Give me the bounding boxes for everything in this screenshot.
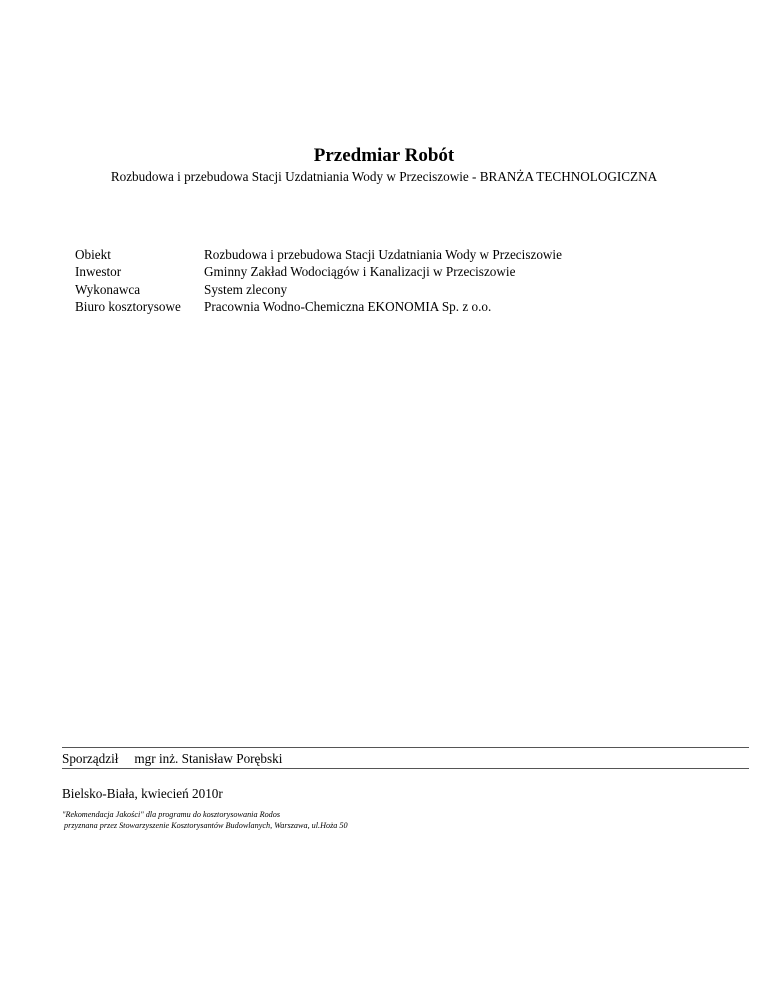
info-value: Rozbudowa i przebudowa Stacji Uzdatniania Wody w Przeciszowie — [204, 247, 562, 262]
place-date: Bielsko-Biała, kwiecień 2010r — [62, 786, 223, 801]
info-value: Gminny Zakład Wodociągów i Kanalizacji w Przeciszowie — [204, 264, 516, 280]
signature-rule-top — [62, 747, 749, 748]
info-label: Obiekt — [75, 247, 111, 262]
footnote — [62, 810, 348, 831]
document-subtitle: Rozbudowa i przebudowa Stacji Uzdatniania Wody w Przeciszowie - BRANŻA TECHNOLOGICZNA — [110, 169, 658, 184]
signature-label: Sporządził — [62, 751, 119, 766]
signature-rule-bottom — [62, 768, 749, 769]
signature-name: mgr inż. Stanisław Porębski — [134, 751, 283, 766]
info-row-biuro — [75, 298, 562, 315]
info-value: Pracownia Wodno-Chemiczna EKONOMIA Sp. z o.o. — [204, 298, 492, 314]
info-row-inwestor — [75, 263, 562, 280]
info-label: Biuro kosztorysowe — [75, 298, 181, 314]
signature-line — [62, 750, 282, 767]
info-value: System zlecony — [204, 281, 288, 297]
info-row-obiekt — [75, 246, 562, 263]
info-row-wykonawca — [75, 281, 562, 298]
info-label: Inwestor — [75, 264, 122, 280]
info-table — [75, 246, 562, 315]
footnote-line-1: "Rekomendacja Jakości" dla programu do kosztorysowania Rodos — [62, 810, 281, 819]
footnote-line-2: przyznana przez Stowarzyszenie Kosztorysantów Budowlanych, Warszawa, ul.Hoża 50 — [62, 820, 348, 830]
info-label: Wykonawca — [75, 281, 141, 297]
document-title: Przedmiar Robót — [313, 145, 455, 166]
